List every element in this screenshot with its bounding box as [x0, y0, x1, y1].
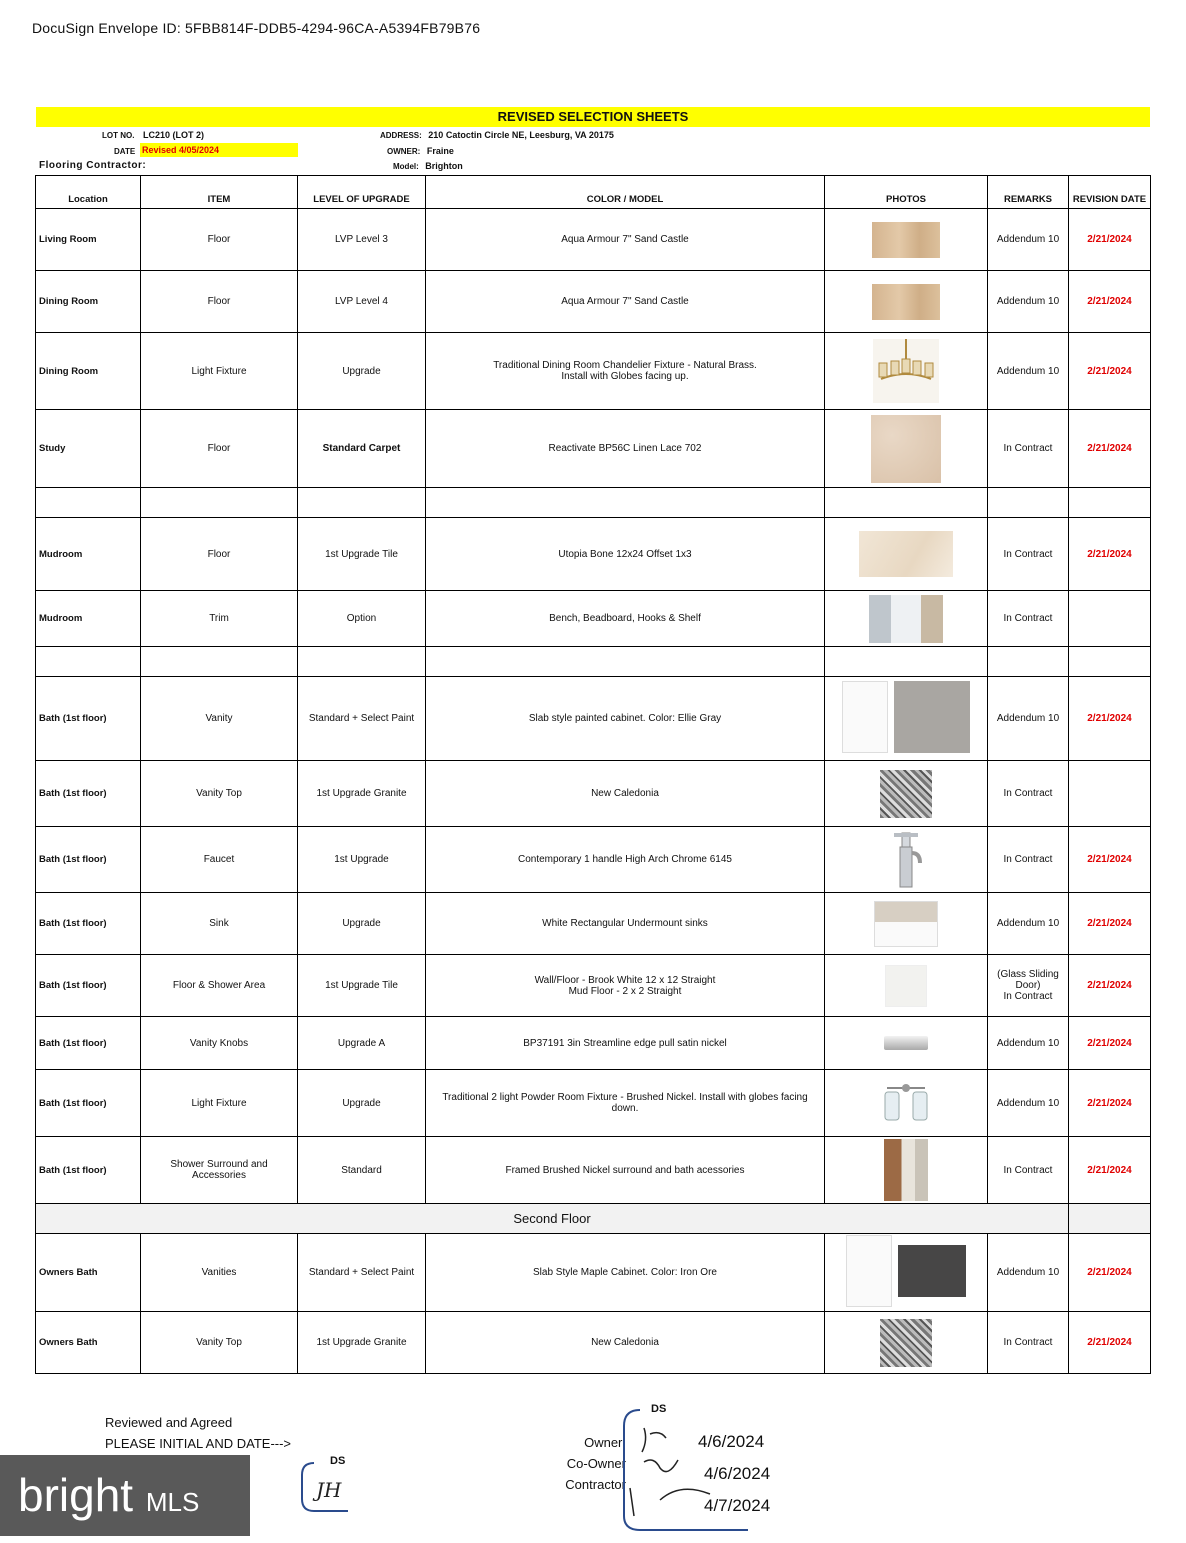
page-title: REVISED SELECTION SHEETS: [36, 107, 1150, 127]
cell-photo: [825, 893, 988, 955]
cell-item: Shower Surround and Accessories: [141, 1137, 298, 1204]
flooring-contractor-label: Flooring Contractor:: [39, 160, 147, 171]
cell-remarks: In Contract: [988, 591, 1069, 647]
cell-level: 1st Upgrade Tile: [298, 518, 426, 591]
owner-date: 4/6/2024: [698, 1432, 765, 1451]
cell-location: Bath (1st floor): [36, 677, 141, 761]
cell-level: Upgrade: [298, 333, 426, 410]
cell-photo: [825, 761, 988, 827]
cell-level: 1st Upgrade Granite: [298, 1312, 426, 1374]
table-row: [36, 1070, 1151, 1137]
empty-row: [36, 488, 1151, 518]
contractor-label: Contractor: [565, 1477, 626, 1492]
cell-item: Floor: [141, 209, 298, 271]
model-label: Model:: [393, 162, 419, 171]
date-value: Revised 4/05/2024: [140, 143, 298, 157]
header-location: Location: [36, 176, 141, 209]
cell-level: Standard: [298, 1137, 426, 1204]
cell-level: Standard + Select Paint: [298, 677, 426, 761]
cell-location: Dining Room: [36, 333, 141, 410]
cell-color: New Caledonia: [426, 761, 825, 827]
cell-photo: [825, 1070, 988, 1137]
iron-ore-swatch: [898, 1245, 966, 1297]
cell-level: Standard + Select Paint: [298, 1234, 426, 1312]
cell-photo: [825, 1017, 988, 1070]
cell-photo: [825, 333, 988, 410]
cell-location: Bath (1st floor): [36, 1070, 141, 1137]
cell-remarks: Addendum 10: [988, 209, 1069, 271]
cell-level: LVP Level 4: [298, 271, 426, 333]
empty-cell: [825, 488, 988, 518]
cell-item: Floor & Shower Area: [141, 955, 298, 1017]
selection-table: [35, 175, 1151, 1374]
cell-date: [1069, 591, 1151, 647]
table-row: [36, 333, 1151, 410]
address-label: ADDRESS:: [380, 131, 422, 140]
iron-ore-swatch-photo: [846, 1235, 966, 1307]
white-cabinet-image: [842, 681, 888, 753]
vanity-swatch-photo: [842, 681, 970, 753]
chandelier-photo: [873, 339, 939, 403]
vanity-light-photo: [879, 1080, 933, 1126]
table-row: [36, 518, 1151, 591]
white-cabinet-image: [846, 1235, 892, 1307]
cell-color: Aqua Armour 7" Sand Castle: [426, 271, 825, 333]
cell-photo: [825, 271, 988, 333]
remarks-line-1: (Glass Sliding Door): [997, 969, 1059, 991]
cell-level: Upgrade: [298, 1070, 426, 1137]
empty-cell: [1069, 647, 1151, 677]
cell-level: Upgrade A: [298, 1017, 426, 1070]
lot-row: [102, 130, 204, 140]
cell-item: Vanities: [141, 1234, 298, 1312]
cell-date: 2/21/2024: [1069, 677, 1151, 761]
table-row: [36, 955, 1151, 1017]
address-value: 210 Catoctin Circle NE, Leesburg, VA 20175: [428, 130, 614, 140]
header-revision-date: REVISION DATE: [1069, 176, 1151, 209]
cell-item: Faucet: [141, 827, 298, 893]
cell-level: LVP Level 3: [298, 209, 426, 271]
cell-remarks: In Contract: [988, 827, 1069, 893]
cell-remarks: In Contract: [988, 1312, 1069, 1374]
cell-remarks: Addendum 10: [988, 677, 1069, 761]
header-remarks: REMARKS: [988, 176, 1069, 209]
cell-location: Bath (1st floor): [36, 761, 141, 827]
empty-cell: [298, 647, 426, 677]
cell-photo: [825, 1234, 988, 1312]
cell-date: 2/21/2024: [1069, 893, 1151, 955]
cell-date: 2/21/2024: [1069, 518, 1151, 591]
cell-item: Trim: [141, 591, 298, 647]
faucet-photo: [886, 831, 926, 889]
cell-color: Bench, Beadboard, Hooks & Shelf: [426, 591, 825, 647]
cell-remarks: In Contract: [988, 410, 1069, 488]
cell-color: New Caledonia: [426, 1312, 825, 1374]
cell-item: Light Fixture: [141, 1070, 298, 1137]
cell-remarks: [988, 955, 1069, 1017]
empty-cell: [141, 647, 298, 677]
table-row: [36, 1017, 1151, 1070]
empty-cell: [426, 488, 825, 518]
ds-tag: DS: [330, 1455, 346, 1467]
initial-instruction: PLEASE INITIAL AND DATE--->: [105, 1436, 292, 1451]
date-label-wrap: [114, 146, 135, 156]
model-value: Brighton: [425, 161, 463, 171]
table-row: [36, 410, 1151, 488]
tile-photo: [859, 531, 953, 577]
header-level: LEVEL OF UPGRADE: [298, 176, 426, 209]
watermark-brand: bright: [18, 1469, 134, 1521]
section-end-cell: [1069, 1204, 1151, 1234]
cell-level: Upgrade: [298, 893, 426, 955]
cell-color: Contemporary 1 handle High Arch Chrome 6145: [426, 827, 825, 893]
cell-color: Reactivate BP56C Linen Lace 702: [426, 410, 825, 488]
wood-plank-photo: [872, 222, 940, 258]
cell-date: 2/21/2024: [1069, 1017, 1151, 1070]
header-photos: PHOTOS: [825, 176, 988, 209]
reviewed-text: Reviewed and Agreed: [105, 1415, 233, 1430]
lot-label: LOT NO.: [102, 131, 135, 140]
cell-date: 2/21/2024: [1069, 1234, 1151, 1312]
cell-location: Mudroom: [36, 518, 141, 591]
coowner-date: 4/6/2024: [704, 1464, 771, 1483]
contractor-date: 4/7/2024: [704, 1496, 771, 1515]
cell-photo: [825, 827, 988, 893]
cell-photo: [825, 1137, 988, 1204]
address-row: [380, 130, 614, 140]
model-row: [393, 161, 463, 171]
cell-date: 2/21/2024: [1069, 209, 1151, 271]
table-row: [36, 209, 1151, 271]
cell-photo: [825, 410, 988, 488]
cell-location: Bath (1st floor): [36, 955, 141, 1017]
sink-photo: [874, 901, 938, 947]
cell-color: Slab Style Maple Cabinet. Color: Iron Ore: [426, 1234, 825, 1312]
review-note: [105, 1412, 291, 1454]
cell-remarks: Addendum 10: [988, 1234, 1069, 1312]
cell-photo: [825, 677, 988, 761]
cell-level: 1st Upgrade Tile: [298, 955, 426, 1017]
wood-plank-photo: [872, 284, 940, 320]
cell-level: 1st Upgrade Granite: [298, 761, 426, 827]
cell-remarks: Addendum 10: [988, 1017, 1069, 1070]
cell-item: Floor: [141, 518, 298, 591]
cell-date: 2/21/2024: [1069, 410, 1151, 488]
cell-item: Vanity Top: [141, 761, 298, 827]
table-row: [36, 827, 1151, 893]
granite-photo: [880, 1319, 932, 1367]
table-row: [36, 591, 1151, 647]
empty-cell: [36, 488, 141, 518]
ds-tag-signatures: DS: [651, 1403, 667, 1415]
table-row: [36, 1312, 1151, 1374]
empty-cell: [1069, 488, 1151, 518]
cell-photo: [825, 591, 988, 647]
watermark-suffix: MLS: [145, 1487, 200, 1517]
color-line-2: Install with Globes facing up.: [561, 371, 689, 382]
empty-cell: [141, 488, 298, 518]
marble-tile-photo: [885, 965, 927, 1007]
cell-remarks: Addendum 10: [988, 893, 1069, 955]
cell-item: Vanity Top: [141, 1312, 298, 1374]
empty-cell: [426, 647, 825, 677]
gray-swatch: [894, 681, 970, 753]
cell-item: Vanity: [141, 677, 298, 761]
cell-location: Bath (1st floor): [36, 1137, 141, 1204]
section-row: [36, 1204, 1151, 1234]
cell-location: Study: [36, 410, 141, 488]
cell-color: Aqua Armour 7" Sand Castle: [426, 209, 825, 271]
table-row: [36, 893, 1151, 955]
svg-text:JH: JH: [316, 1478, 342, 1502]
table-row: [36, 1234, 1151, 1312]
color-line-1: Wall/Floor - Brook White 12 x 12 Straight: [534, 974, 716, 986]
initials-bracket-icon: [300, 1455, 350, 1521]
cell-location: Dining Room: [36, 271, 141, 333]
cell-color: Framed Brushed Nickel surround and bath acessories: [426, 1137, 825, 1204]
cell-date: [1069, 761, 1151, 827]
cell-remarks: Addendum 10: [988, 271, 1069, 333]
color-line-1: Traditional Dining Room Chandelier Fixture - Natural Brass.: [493, 360, 757, 371]
cell-date: 2/21/2024: [1069, 1312, 1151, 1374]
section-label: Second Floor: [36, 1204, 1069, 1234]
cell-level: Standard Carpet: [298, 410, 426, 488]
cell-color: BP37191 3in Streamline edge pull satin nickel: [426, 1017, 825, 1070]
cell-item: Floor: [141, 410, 298, 488]
owner-value: Fraine: [426, 146, 454, 156]
cell-location: Living Room: [36, 209, 141, 271]
table-row: [36, 271, 1151, 333]
cell-level: Option: [298, 591, 426, 647]
cell-location: Mudroom: [36, 591, 141, 647]
mudroom-bench-photo: [869, 595, 943, 643]
table-row: [36, 761, 1151, 827]
cell-item: Floor: [141, 271, 298, 333]
empty-cell: [988, 647, 1069, 677]
cell-date: 2/21/2024: [1069, 955, 1151, 1017]
cell-photo: [825, 518, 988, 591]
cell-color: Traditional 2 light Powder Room Fixture - Brushed Nickel. Install with globes facing down.: [426, 1070, 825, 1137]
envelope-id: DocuSign Envelope ID: 5FBB814F-DDB5-4294-96CA-A5394FB79B76: [32, 20, 481, 36]
cell-item: Light Fixture: [141, 333, 298, 410]
table-row: [36, 1137, 1151, 1204]
cell-location: Owners Bath: [36, 1234, 141, 1312]
cell-remarks: Addendum 10: [988, 1070, 1069, 1137]
owner-label: Owner:: [584, 1435, 626, 1450]
cell-color: Slab style painted cabinet. Color: Ellie Gray: [426, 677, 825, 761]
cell-color: [426, 333, 825, 410]
cell-remarks: In Contract: [988, 518, 1069, 591]
owner-label: OWNER:: [387, 147, 421, 156]
header-row: [36, 176, 1151, 209]
empty-cell: [988, 488, 1069, 518]
cell-photo: [825, 955, 988, 1017]
cell-photo: [825, 1312, 988, 1374]
cell-location: Bath (1st floor): [36, 827, 141, 893]
cell-location: Bath (1st floor): [36, 1017, 141, 1070]
cell-remarks: In Contract: [988, 1137, 1069, 1204]
bright-mls-watermark: [0, 1455, 250, 1536]
empty-cell: [825, 647, 988, 677]
color-line-2: Mud Floor - 2 x 2 Straight: [568, 985, 682, 997]
table-row: [36, 677, 1151, 761]
empty-row: [36, 647, 1151, 677]
empty-cell: [298, 488, 426, 518]
shower-photo: [884, 1139, 928, 1201]
cell-item: Sink: [141, 893, 298, 955]
cell-remarks: Addendum 10: [988, 333, 1069, 410]
cell-date: 2/21/2024: [1069, 271, 1151, 333]
cell-date: 2/21/2024: [1069, 827, 1151, 893]
signature-labels: [556, 1432, 626, 1495]
cell-location: Bath (1st floor): [36, 893, 141, 955]
cell-color: [426, 955, 825, 1017]
initials-box: [300, 1455, 350, 1521]
cell-photo: [825, 209, 988, 271]
carpet-photo: [871, 415, 941, 483]
cell-date: 2/21/2024: [1069, 333, 1151, 410]
remarks-line-2: In Contract: [1003, 991, 1053, 1002]
pull-photo: [884, 1036, 928, 1050]
date-label: DATE: [114, 147, 136, 156]
cell-date: 2/21/2024: [1069, 1070, 1151, 1137]
owner-row: [387, 146, 454, 156]
granite-photo: [880, 770, 932, 818]
cell-date: 2/21/2024: [1069, 1137, 1151, 1204]
cell-color: Utopia Bone 12x24 Offset 1x3: [426, 518, 825, 591]
cell-item: Vanity Knobs: [141, 1017, 298, 1070]
coowner-label: Co-Owner: [566, 1456, 626, 1471]
empty-cell: [36, 647, 141, 677]
cell-location: Owners Bath: [36, 1312, 141, 1374]
cell-remarks: In Contract: [988, 761, 1069, 827]
header-color-model: COLOR / MODEL: [426, 176, 825, 209]
cell-level: 1st Upgrade: [298, 827, 426, 893]
cell-color: White Rectangular Undermount sinks: [426, 893, 825, 955]
lot-value: LC210 (LOT 2): [142, 130, 204, 140]
header-item: ITEM: [141, 176, 298, 209]
